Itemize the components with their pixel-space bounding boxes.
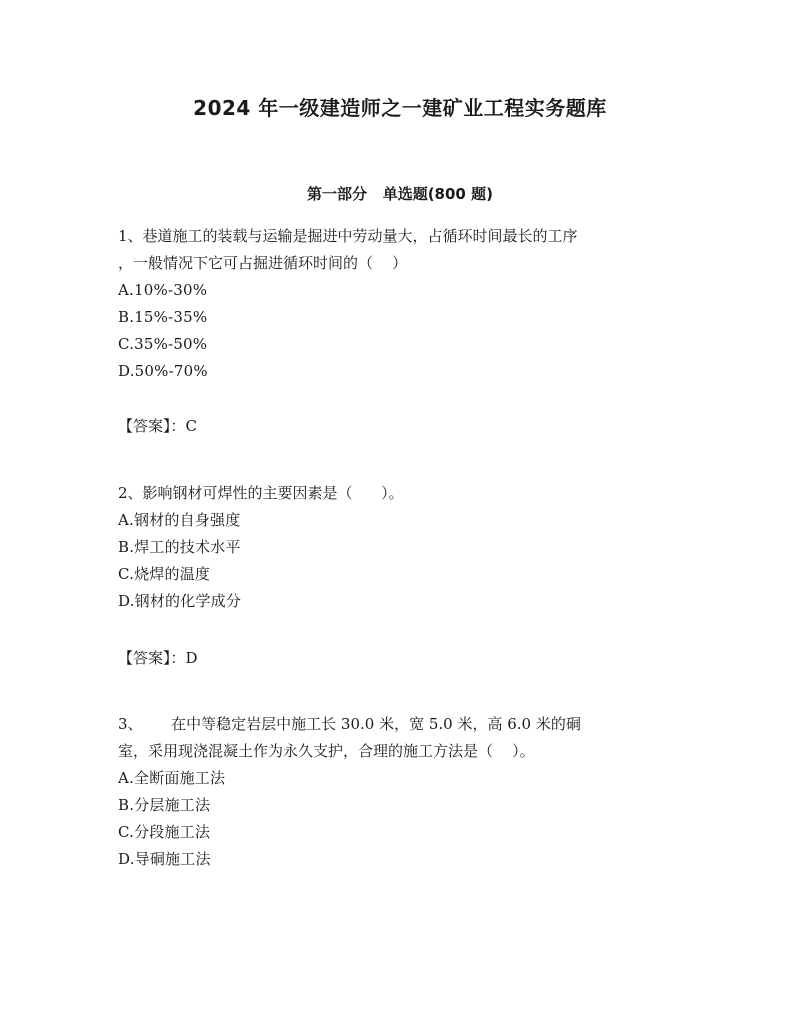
question-2-answer: 【答案】：D — [118, 649, 198, 667]
question-1-option-d: D.50%-70% — [118, 362, 208, 380]
question-3-option-c: C.分段施工法 — [118, 823, 211, 841]
question-3-option-d: D.导硐施工法 — [118, 850, 211, 868]
section-title: 第一部分 单选题(800 题) — [307, 185, 493, 203]
question-3-stem-line-1: 3、 在中等稳定岩层中施工长 30.0 米，宽 5.0 米，高 6.0 米的硐 — [118, 715, 581, 733]
question-3 — [118, 711, 688, 873]
question-1 — [118, 223, 688, 385]
document-title: 2024 年一级建造师之一建矿业工程实务题库 — [193, 96, 607, 120]
question-2-option-a: A.钢材的自身强度 — [118, 511, 241, 529]
question-1-answer: 【答案】：C — [118, 417, 197, 435]
question-2 — [118, 480, 688, 615]
question-1-stem-line-2: ，一般情况下它可占掘进循环时间的（ ） — [118, 254, 408, 272]
question-2-stem-line-1: 2、影响钢材可焊性的主要因素是（ ）。 — [118, 484, 404, 502]
question-2-option-d: D.钢材的化学成分 — [118, 592, 242, 610]
question-1-option-b: B.15%-35% — [118, 308, 208, 326]
question-1-option-c: C.35%-50% — [118, 335, 208, 353]
question-3-option-a: A.全断面施工法 — [118, 769, 226, 787]
question-1-option-a: A.10%-30% — [118, 281, 208, 299]
question-3-stem-line-2: 室，采用现浇混凝土作为永久支护，合理的施工方法是（ ）。 — [118, 742, 535, 760]
question-1-stem-line-1: 1、巷道施工的装载与运输是掘进中劳动量大，占循环时间最长的工序 — [118, 227, 578, 245]
question-3-option-b: B.分层施工法 — [118, 796, 211, 814]
question-2-option-c: C.烧焊的温度 — [118, 565, 211, 583]
question-2-option-b: B.焊工的技术水平 — [118, 538, 241, 556]
